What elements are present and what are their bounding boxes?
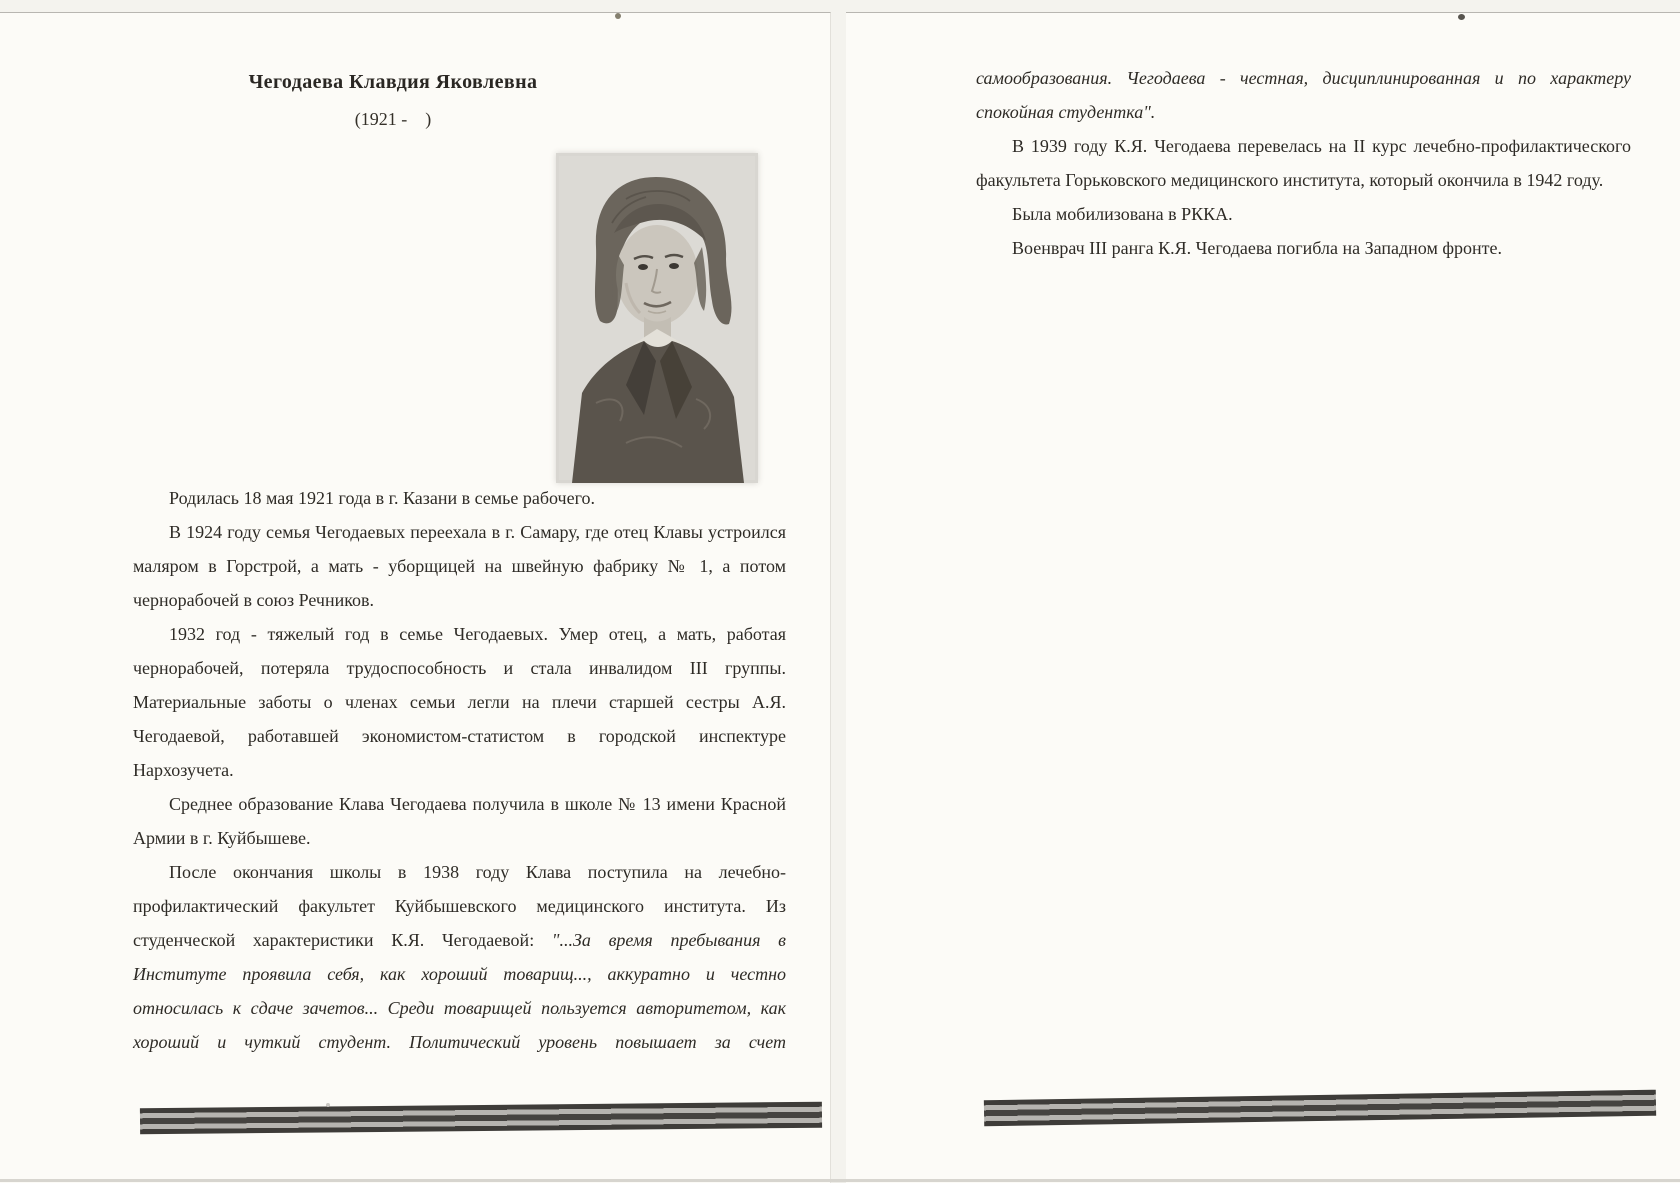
left-page <box>0 12 831 1183</box>
scan-speck-right <box>1458 14 1465 20</box>
paragraph-died-western-front: Военврач III ранга К.Я. Чегодаева погибла на Западном фронте. <box>1012 238 1502 258</box>
ribbon-bar-right <box>984 1090 1656 1127</box>
right-page <box>846 12 1680 1183</box>
life-years: (1921 - ) <box>354 109 432 129</box>
paragraph-institute-quote <box>133 855 786 1059</box>
biography-text-right <box>976 61 1631 265</box>
person-name-title: Чегодаева Клавдия Яковлевна <box>248 71 538 93</box>
biography-text-left <box>133 481 786 1059</box>
paragraph-family-move: В 1924 году семья Чегодаевых переехала в г. Самару, где отец Клавы устроился маляром в Горстрой, а мать - уборщицей на швейную фабрику № 1, а потом чернорабочей в союз Речников. <box>133 522 786 610</box>
portrait-photo <box>556 153 758 483</box>
paragraph-1939-transfer: В 1939 году К.Я. Чегодаева перевелась на II курс лечебно-профилактического факультета Горьковского медицинского института, который окончила в 1942 году. <box>976 136 1631 190</box>
quote-italic-text: "...За время пребывания в Институте проявила себя, как хороший товарищ..., аккуратно и честно относилась к сдаче зачетов... Среди товарищей пользуется авторитетом, как хороший и чуткий студент. Политический уровень повышает за счет <box>133 930 786 1052</box>
scan-speck-left <box>615 13 621 19</box>
paragraph-1932-hardship: 1932 год - тяжелый год в семье Чегодаевых. Умер отец, а мать, работая чернорабочей, потеряла трудоспособность и стала инвалидом III группы. Материальные заботы о членах семьи легли на плечи старшей сестры А.Я. Чегодаевой, работавшей экономистом-статистом в городской инспектуре Нархозучета. <box>133 624 786 780</box>
paragraph-birth: Родилась 18 мая 1921 года в г. Казани в семье рабочего. <box>169 488 596 508</box>
paragraph-school-education: Среднее образование Клава Чегодаева получила в школе № 13 имени Красной Армии в г. Куйбышеве. <box>133 794 786 848</box>
title-block <box>0 71 786 130</box>
paragraph-quote-end: самообразования. Чегодаева - честная, дисциплинированная и по характеру спокойная студентка". <box>976 68 1631 122</box>
ribbon-bar-left <box>140 1102 822 1135</box>
scan-speck-ribbon <box>326 1103 330 1107</box>
paragraph-rkka-mobilization: Была мобилизована в РККА. <box>1012 204 1233 224</box>
portrait-sketch-image <box>556 153 758 483</box>
quote-lead-text: После окончания школы в 1938 году Клава поступила на лечебно-профилактический факультет Куйбышевского медицинского института. Из студенческой характеристики К.Я. Чегодаевой: <box>133 862 786 950</box>
